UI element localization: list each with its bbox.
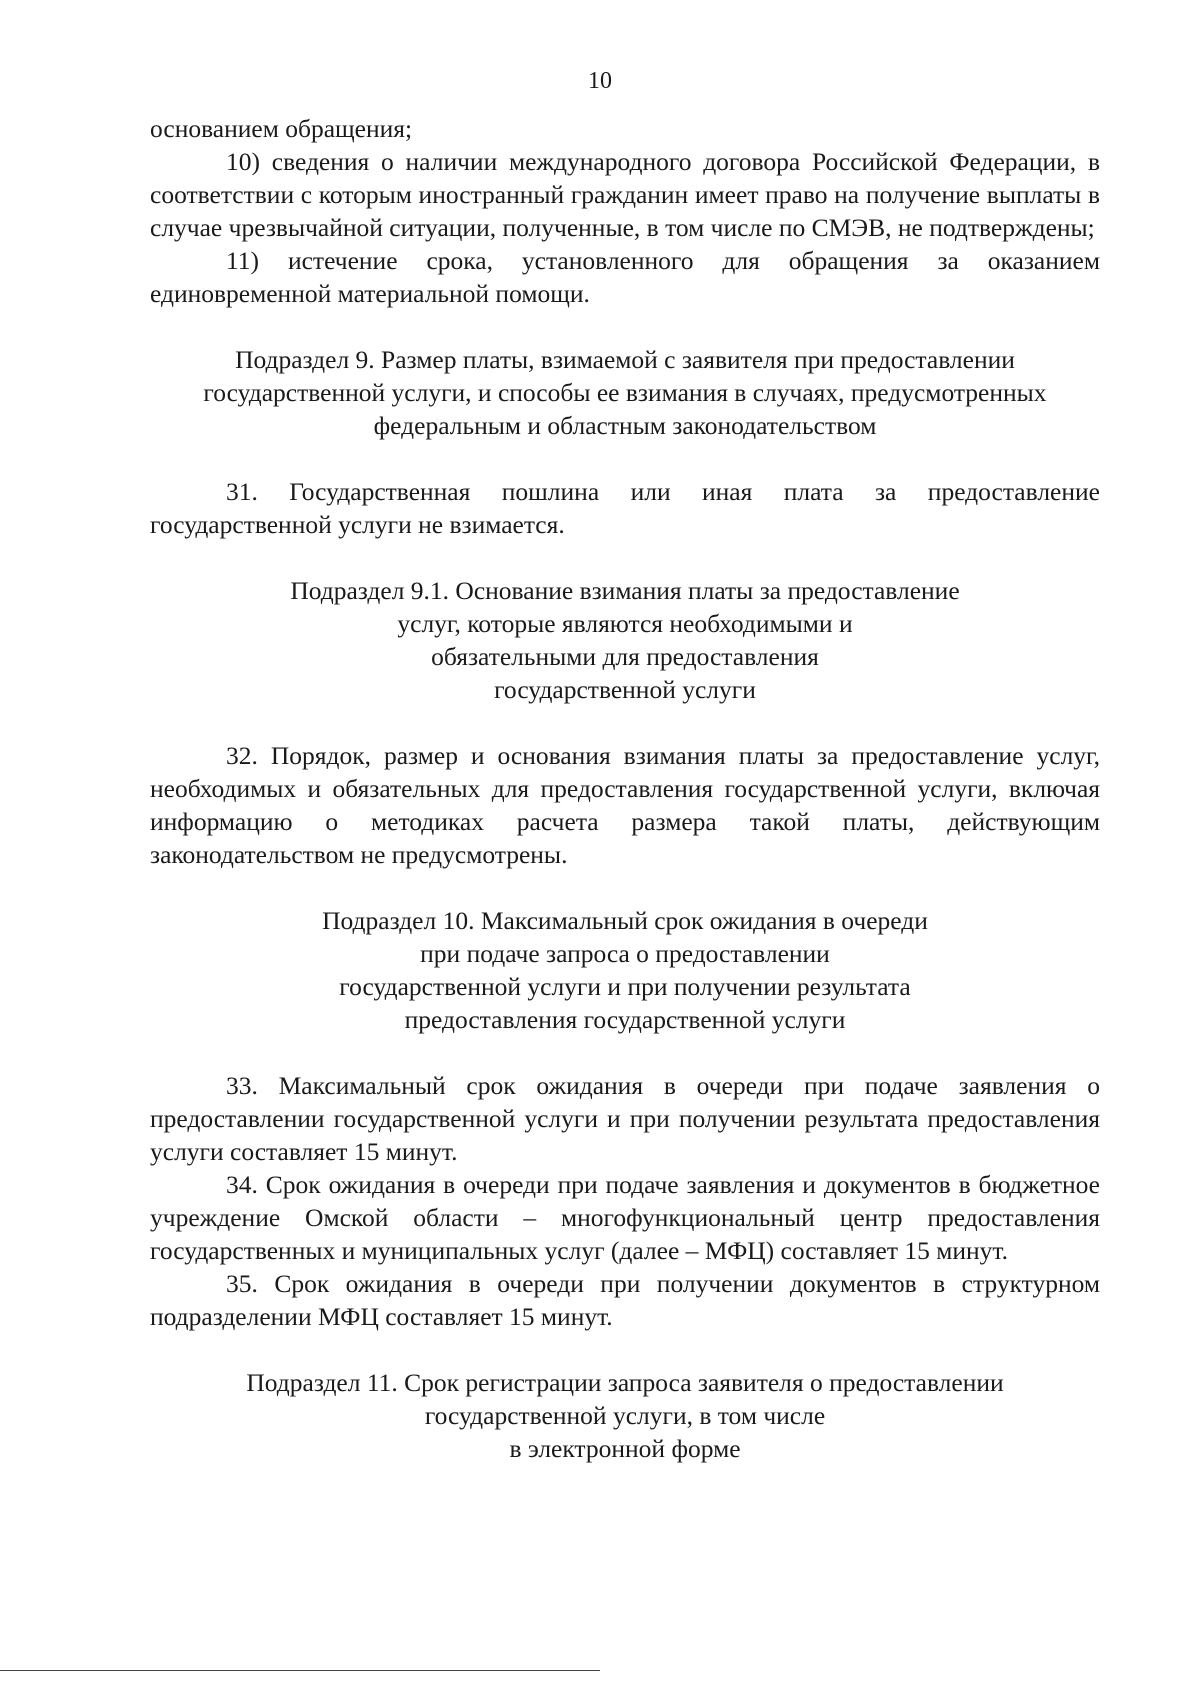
paragraph-35: 35. Срок ожидания в очереди при получении документов в структурном подразделении МФЦ составляет 15 минут. bbox=[150, 1269, 1100, 1331]
spacer bbox=[150, 1036, 1100, 1069]
heading-line: в электронной форме bbox=[509, 1434, 741, 1463]
document-body bbox=[150, 112, 1100, 1465]
heading-line: Подраздел 11. Срок регистрации запроса заявителя о предоставлении bbox=[246, 1368, 1004, 1397]
spacer bbox=[150, 871, 1100, 904]
paragraph-32: 32. Порядок, размер и основания взимания платы за предоставление услуг, необходимых и обязательных для предоставления государственной услуги, включая информацию о методиках расчета размера такой платы, действующим законодательством не предусмотрены. bbox=[150, 741, 1100, 869]
section-heading-11 bbox=[150, 1366, 1100, 1465]
heading-line: государственной услуги, и способы ее взимания в случаях, предусмотренных bbox=[203, 378, 1047, 407]
heading-line: при подаче запроса о предоставлении bbox=[420, 939, 830, 968]
paragraph-34: 34. Срок ожидания в очереди при подаче заявления и документов в бюджетное учреждение Омской области – многофункциональный центр предоставления государственных и муниципальных услуг (далее – МФЦ) составляет 15 минут. bbox=[150, 1170, 1100, 1265]
spacer bbox=[150, 541, 1100, 574]
heading-line: государственной услуги, в том числе bbox=[424, 1401, 826, 1430]
footer-rule bbox=[0, 1670, 600, 1671]
section-heading-9-1 bbox=[150, 574, 1100, 706]
heading-line: Подраздел 10. Максимальный срок ожидания в очереди bbox=[322, 906, 928, 935]
spacer bbox=[150, 442, 1100, 475]
heading-line: Подраздел 9. Размер платы, взимаемой с заявителя при предоставлении bbox=[235, 345, 1015, 374]
paragraph-continuation: основанием обращения; bbox=[150, 114, 413, 143]
list-item-10: 10) сведения о наличии международного договора Российской Федерации, в соответствии с которым иностранный гражданин имеет право на получение выплаты в случае чрезвычайной ситуации, полученные, в том числе по СМЭВ, не подтверждены; bbox=[150, 147, 1100, 242]
page-number: 10 bbox=[588, 68, 612, 94]
section-heading-10 bbox=[150, 904, 1100, 1036]
heading-line: предоставления государственной услуги bbox=[404, 1005, 846, 1034]
paragraph-31: 31. Государственная пошлина или иная плата за предоставление государственной услуги не взимается. bbox=[150, 477, 1100, 539]
heading-line: федеральным и областным законодательством bbox=[373, 411, 877, 440]
heading-line: государственной услуги bbox=[494, 675, 756, 704]
heading-line: услуг, которые являются необходимыми и bbox=[397, 609, 853, 638]
heading-line: Подраздел 9.1. Основание взимания платы за предоставление bbox=[290, 576, 960, 605]
heading-line: государственной услуги и при получении результата bbox=[339, 972, 911, 1001]
spacer bbox=[150, 310, 1100, 343]
heading-line: обязательными для предоставления bbox=[431, 642, 819, 671]
spacer bbox=[150, 1333, 1100, 1366]
spacer bbox=[150, 706, 1100, 739]
paragraph-33: 33. Максимальный срок ожидания в очереди при подаче заявления о предоставлении государственной услуги и при получении результата предоставления услуги составляет 15 минут. bbox=[150, 1071, 1100, 1166]
list-item-11: 11) истечение срока, установленного для обращения за оказанием единовременной материальной помощи. bbox=[150, 246, 1100, 308]
section-heading-9 bbox=[150, 343, 1100, 442]
